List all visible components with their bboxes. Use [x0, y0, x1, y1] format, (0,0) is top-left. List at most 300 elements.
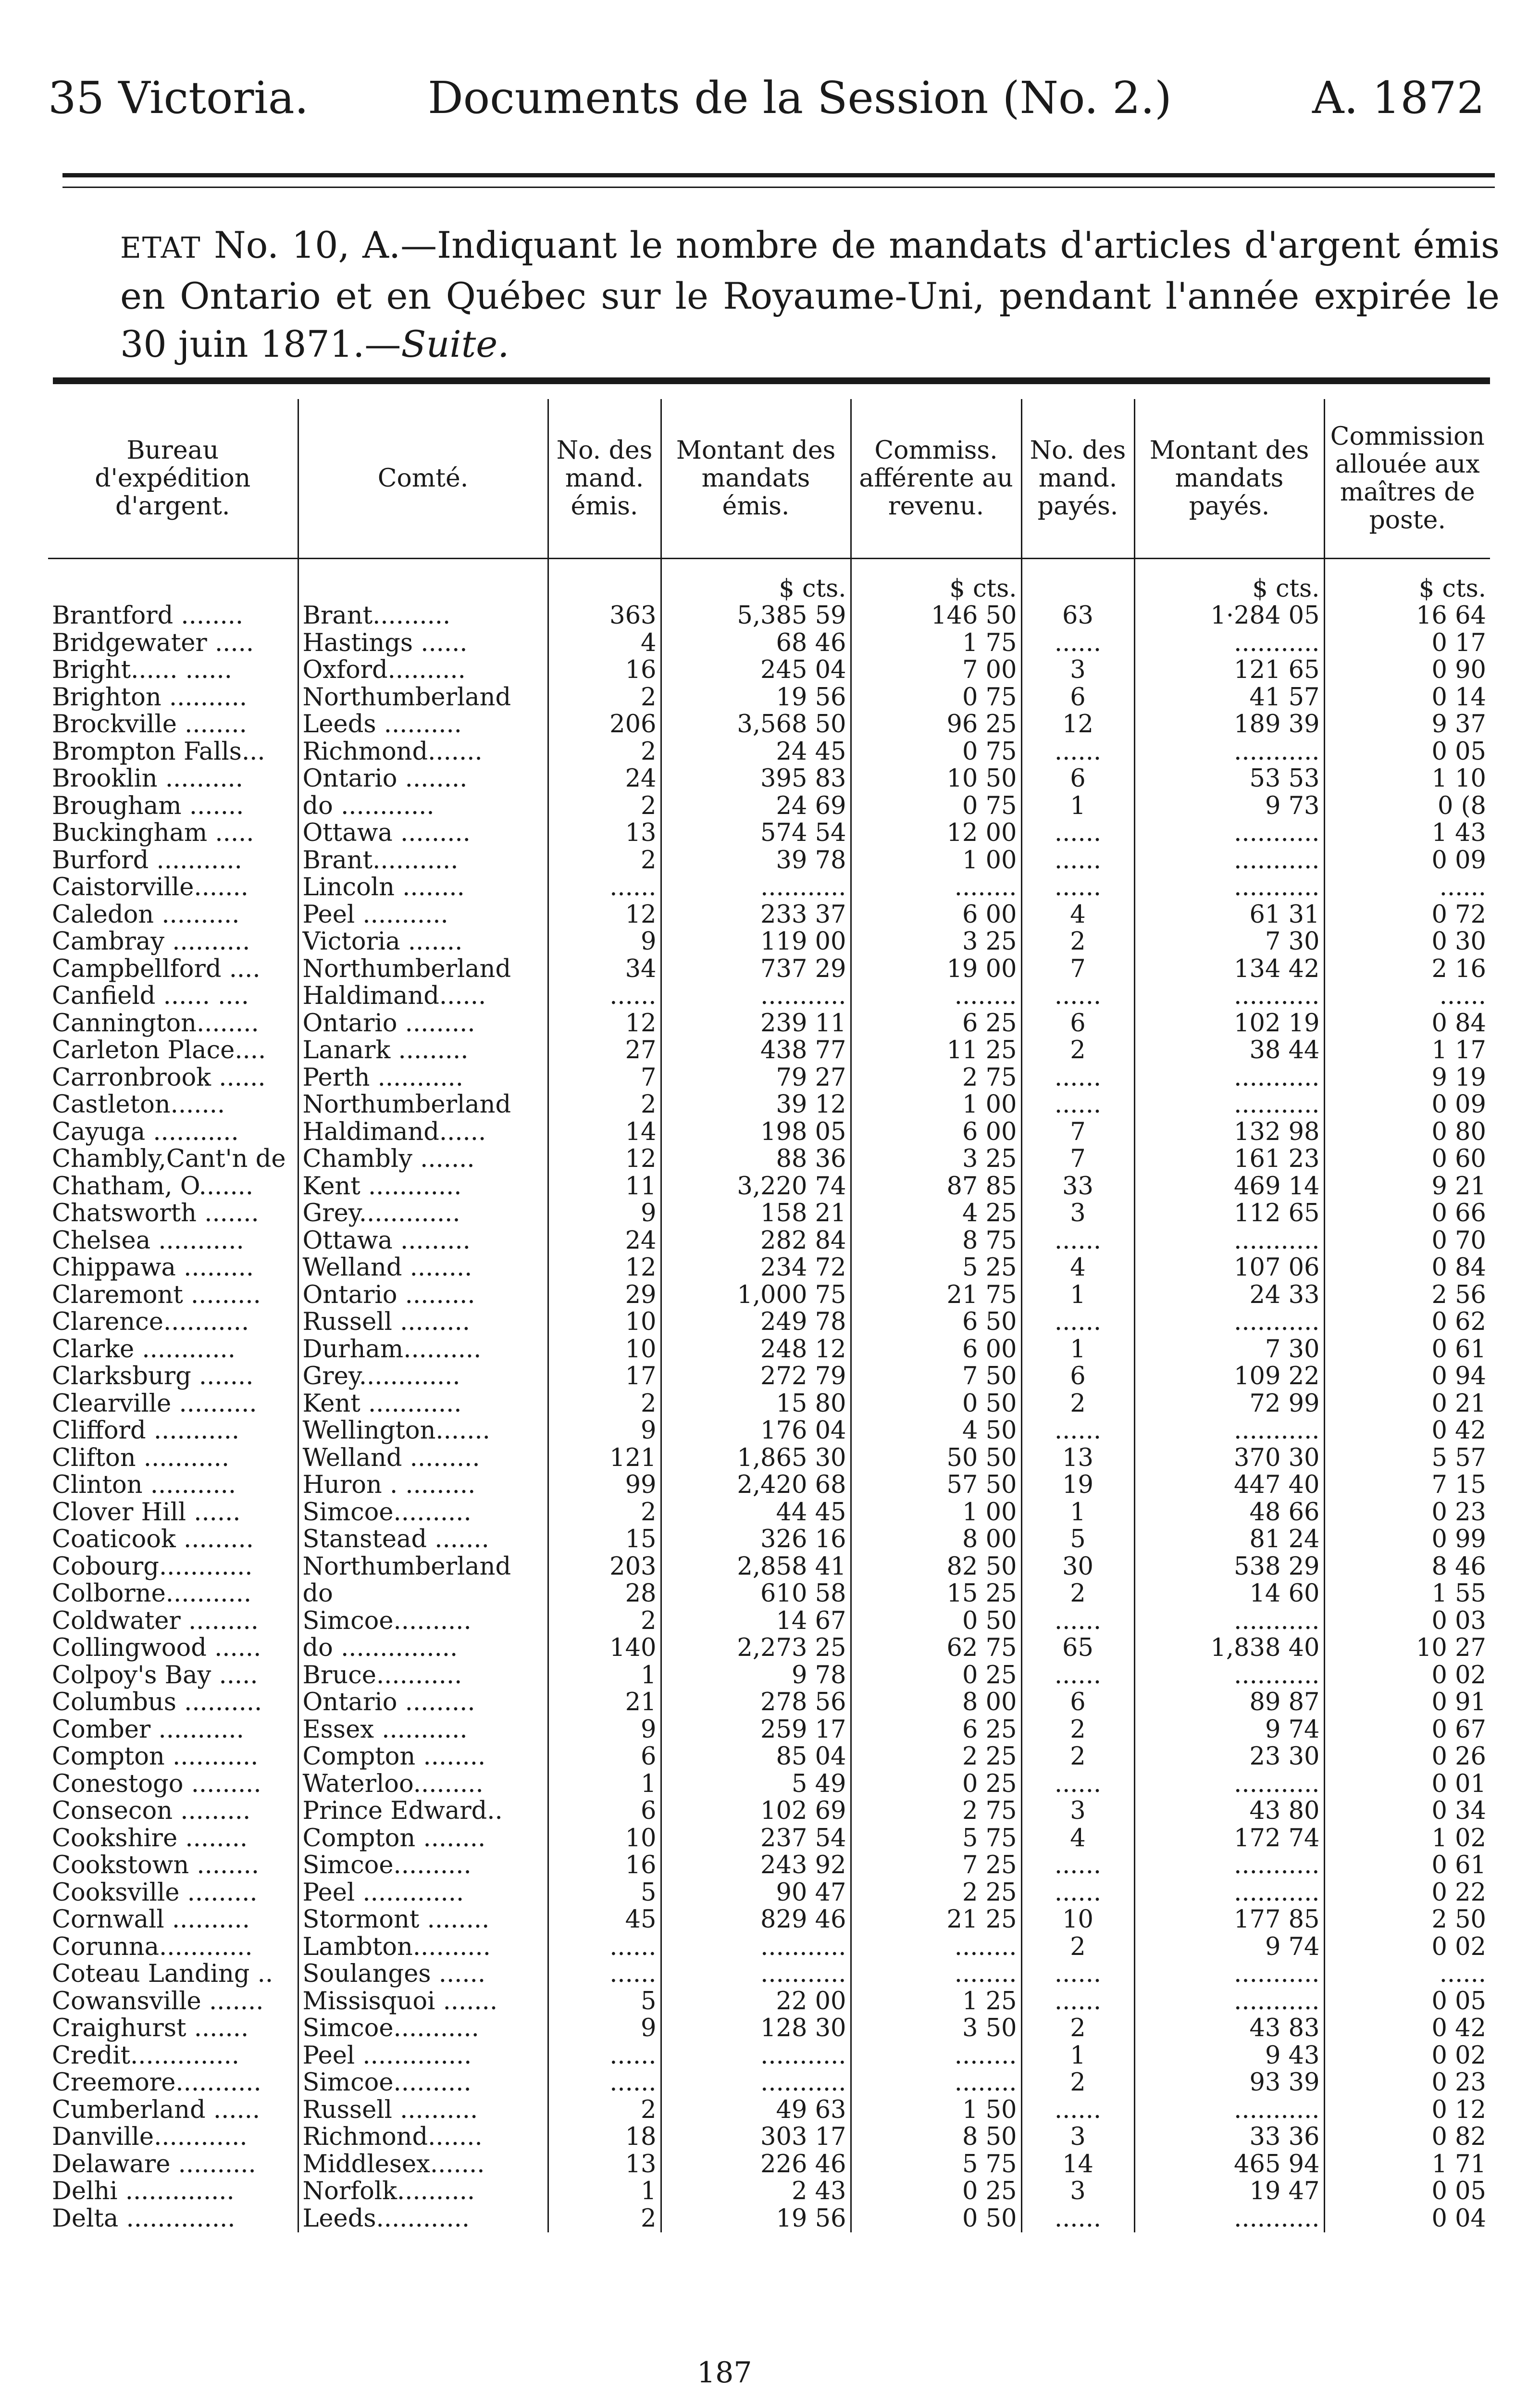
commiss-cell: 1 75: [851, 630, 1021, 657]
col-header-commission: Commission allouée aux maîtres de poste.: [1324, 399, 1490, 559]
no-payes-cell: 33: [1021, 1173, 1134, 1201]
montant-payes-cell: 112 65: [1134, 1200, 1324, 1227]
commission-cell: 2 56: [1324, 1282, 1490, 1309]
no-payes-cell: 2: [1021, 1037, 1134, 1064]
no-emis-cell: 10: [548, 1309, 661, 1336]
montant-emis-cell: 5 49: [661, 1771, 851, 1798]
units-cell: $ cts.: [661, 559, 851, 603]
commission-cell: 0 61: [1324, 1852, 1490, 1879]
montant-payes-cell: 132 98: [1134, 1119, 1324, 1146]
no-emis-cell: 203: [548, 1553, 661, 1581]
no-emis-cell: 140: [548, 1635, 661, 1662]
comte-cell: Lincoln ........: [298, 874, 548, 902]
comte-cell: Peel ...........: [298, 902, 548, 929]
montant-payes-cell: ...........: [1134, 847, 1324, 875]
bureau-cell: Cumberland ......: [52, 2096, 261, 2124]
bureau-cell: Brockville ........: [52, 711, 247, 739]
comte-cell: Leeds ..........: [298, 711, 548, 739]
col-header-commiss: Commiss. afférente au revenu.: [851, 399, 1021, 559]
table-row: [48, 1580, 1490, 1608]
no-payes-cell: 1: [1021, 793, 1134, 820]
no-emis-cell: 13: [548, 2151, 661, 2179]
commission-cell: ......: [1324, 983, 1490, 1010]
no-emis-cell: ......: [548, 1961, 661, 1988]
bureau-cell: Claremont .........: [52, 1281, 261, 1309]
montant-payes-cell: 109 22: [1134, 1363, 1324, 1390]
montant-emis-cell: 233 37: [661, 902, 851, 929]
comte-cell: Northumberland: [298, 956, 548, 983]
no-payes-cell: ......: [1021, 630, 1134, 657]
commiss-cell: 3 50: [851, 2015, 1021, 2042]
bureau-cell: Caledon ..........: [52, 901, 240, 928]
commission-cell: 0 84: [1324, 1254, 1490, 1282]
bureau-cell: Clarence...........: [52, 1309, 249, 1336]
no-payes-cell: ......: [1021, 1309, 1134, 1336]
no-payes-cell: 7: [1021, 956, 1134, 983]
table-row: [48, 1662, 1490, 1690]
montant-payes-cell: 447 40: [1134, 1472, 1324, 1499]
commission-cell: 1 43: [1324, 820, 1490, 847]
commission-cell: 1 55: [1324, 1580, 1490, 1608]
comte-cell: Richmond.......: [298, 739, 548, 766]
bureau-cell: Colborne...........: [52, 1580, 252, 1608]
montant-payes-cell: ...........: [1134, 1771, 1324, 1798]
commission-cell: 7 15: [1324, 1472, 1490, 1499]
commission-cell: 0 02: [1324, 1934, 1490, 1961]
montant-payes-cell: 107 06: [1134, 1254, 1324, 1282]
montant-emis-cell: 259 17: [661, 1716, 851, 1744]
table-row: [48, 684, 1490, 712]
table-row: [48, 1798, 1490, 1825]
commiss-cell: 1 25: [851, 1988, 1021, 2016]
bureau-cell: Clover Hill ......: [52, 1499, 241, 1526]
bureau-cell: Creemore...........: [52, 2069, 261, 2097]
montant-emis-cell: 1,000 75: [661, 1282, 851, 1309]
montant-emis-cell: 198 05: [661, 1119, 851, 1146]
montant-emis-cell: ...........: [661, 2042, 851, 2070]
no-emis-cell: ......: [548, 983, 661, 1010]
montant-emis-cell: 85 04: [661, 1743, 851, 1771]
commiss-cell: 3 25: [851, 928, 1021, 956]
commission-cell: 0 42: [1324, 2015, 1490, 2042]
no-payes-cell: ......: [1021, 2097, 1134, 2124]
comte-cell: do ...............: [298, 1635, 548, 1662]
comte-cell: Ottawa .........: [298, 820, 548, 847]
table-row: [48, 1227, 1490, 1255]
commission-cell: 1 71: [1324, 2151, 1490, 2179]
no-payes-cell: 2: [1021, 1743, 1134, 1771]
montant-payes-cell: 177 85: [1134, 1906, 1324, 1934]
bureau-cell: Castleton.......: [52, 1091, 225, 1119]
montant-payes-cell: 134 42: [1134, 956, 1324, 983]
bureau-cell: Cayuga ...........: [52, 1118, 239, 1146]
table-row: [48, 902, 1490, 929]
no-emis-cell: 206: [548, 711, 661, 739]
table-row: [48, 2069, 1490, 2097]
table-row: [48, 874, 1490, 902]
commiss-cell: 1 50: [851, 2097, 1021, 2124]
comte-cell: Prince Edward..: [298, 1798, 548, 1825]
comte-cell: Ontario .........: [298, 1010, 548, 1038]
table-row: [48, 1064, 1490, 1092]
col-header-comte: Comté.: [298, 399, 548, 559]
bureau-cell: Caistorville.......: [52, 874, 248, 902]
bureau-cell: Clifton ...........: [52, 1444, 230, 1472]
no-emis-cell: 10: [548, 1336, 661, 1364]
commiss-cell: 87 85: [851, 1173, 1021, 1201]
montant-payes-cell: 43 83: [1134, 2015, 1324, 2042]
commission-cell: 0 23: [1324, 1499, 1490, 1527]
commiss-cell: 146 50: [851, 602, 1021, 630]
bureau-cell: Canfield ...... ....: [52, 983, 249, 1010]
table-row: [48, 2205, 1490, 2233]
comte-cell: Simcoe..........: [298, 1499, 548, 1527]
no-emis-cell: 363: [548, 602, 661, 630]
units-cell: $ cts.: [1324, 559, 1490, 603]
table-row: [48, 1934, 1490, 1961]
montant-emis-cell: ...........: [661, 1961, 851, 1988]
no-emis-cell: 1: [548, 1662, 661, 1690]
montant-emis-cell: 2,858 41: [661, 1553, 851, 1581]
commission-cell: 0 14: [1324, 684, 1490, 712]
montant-payes-cell: 41 57: [1134, 684, 1324, 712]
commiss-cell: 1 00: [851, 1091, 1021, 1119]
no-payes-cell: ......: [1021, 1417, 1134, 1445]
commiss-cell: ........: [851, 2042, 1021, 2070]
comte-cell: Kent ............: [298, 1390, 548, 1418]
table-row: [48, 2015, 1490, 2042]
commission-cell: 10 27: [1324, 1635, 1490, 1662]
bureau-cell: Bright...... ......: [52, 657, 232, 684]
no-emis-cell: 7: [548, 1064, 661, 1092]
no-payes-cell: 7: [1021, 1146, 1134, 1173]
no-emis-cell: 2: [548, 684, 661, 712]
commiss-cell: 7 00: [851, 657, 1021, 684]
montant-emis-cell: 19 56: [661, 684, 851, 712]
montant-payes-cell: ...........: [1134, 1227, 1324, 1255]
caption-state: ETAT: [120, 231, 201, 265]
no-emis-cell: 1: [548, 1771, 661, 1798]
bureau-cell: Cambray ..........: [52, 928, 250, 956]
units-cell: [48, 559, 298, 603]
montant-payes-cell: ...........: [1134, 1417, 1324, 1445]
montant-emis-cell: 39 78: [661, 847, 851, 875]
commiss-cell: 50 50: [851, 1445, 1021, 1472]
commission-cell: 0 (8: [1324, 793, 1490, 820]
montant-emis-cell: 68 46: [661, 630, 851, 657]
no-payes-cell: ......: [1021, 1771, 1134, 1798]
commission-cell: 0 02: [1324, 1662, 1490, 1690]
commiss-cell: 19 00: [851, 956, 1021, 983]
no-payes-cell: 63: [1021, 602, 1134, 630]
commiss-cell: 8 50: [851, 2124, 1021, 2151]
table-row: [48, 657, 1490, 684]
commission-cell: 0 34: [1324, 1798, 1490, 1825]
comte-cell: Grey.............: [298, 1363, 548, 1390]
montant-payes-cell: ...........: [1134, 983, 1324, 1010]
table-row: [48, 928, 1490, 956]
bureau-cell: Carleton Place....: [52, 1037, 266, 1064]
commission-cell: 0 23: [1324, 2069, 1490, 2097]
montant-emis-cell: 226 46: [661, 2151, 851, 2179]
montant-emis-cell: 5,385 59: [661, 602, 851, 630]
commiss-cell: 10 50: [851, 765, 1021, 793]
no-payes-cell: ......: [1021, 820, 1134, 847]
commiss-cell: 96 25: [851, 711, 1021, 739]
commiss-cell: 11 25: [851, 1037, 1021, 1064]
commission-cell: 8 46: [1324, 1553, 1490, 1581]
table-row: [48, 1417, 1490, 1445]
table-row: [48, 847, 1490, 875]
comte-cell: Simcoe..........: [298, 2069, 548, 2097]
comte-cell: Brant...........: [298, 847, 548, 875]
montant-payes-cell: 1·284 05: [1134, 602, 1324, 630]
table-row: [48, 2097, 1490, 2124]
no-emis-cell: 24: [548, 765, 661, 793]
commission-cell: 0 80: [1324, 1119, 1490, 1146]
table-row: [48, 1363, 1490, 1390]
bureau-cell: Buckingham .....: [52, 820, 254, 847]
montant-emis-cell: 102 69: [661, 1798, 851, 1825]
montant-payes-cell: ...........: [1134, 874, 1324, 902]
no-payes-cell: 6: [1021, 1010, 1134, 1038]
montant-payes-cell: 370 30: [1134, 1445, 1324, 1472]
no-payes-cell: ......: [1021, 1961, 1134, 1988]
comte-cell: Lanark .........: [298, 1037, 548, 1064]
montant-emis-cell: 158 21: [661, 1200, 851, 1227]
bureau-cell: Clifford ...........: [52, 1417, 240, 1445]
montant-emis-cell: 24 45: [661, 739, 851, 766]
comte-cell: Peel ..............: [298, 2042, 548, 2070]
commiss-cell: 1 00: [851, 847, 1021, 875]
commission-cell: 0 90: [1324, 657, 1490, 684]
montant-payes-cell: ...........: [1134, 739, 1324, 766]
comte-cell: Russell ..........: [298, 2097, 548, 2124]
comte-cell: do ............: [298, 793, 548, 820]
montant-emis-cell: 249 78: [661, 1309, 851, 1336]
montant-emis-cell: 326 16: [661, 1526, 851, 1553]
commiss-cell: 8 00: [851, 1689, 1021, 1716]
units-cell: [548, 559, 661, 603]
montant-payes-cell: 7 30: [1134, 1336, 1324, 1364]
comte-cell: Durham..........: [298, 1336, 548, 1364]
no-payes-cell: 2: [1021, 1390, 1134, 1418]
no-payes-cell: ......: [1021, 1879, 1134, 1907]
bureau-cell: Campbellford ....: [52, 955, 261, 983]
no-payes-cell: ......: [1021, 2205, 1134, 2233]
comte-cell: Northumberland: [298, 1553, 548, 1581]
no-emis-cell: 6: [548, 1798, 661, 1825]
montant-emis-cell: ...........: [661, 874, 851, 902]
commission-cell: 16 64: [1324, 602, 1490, 630]
table-row: [48, 1200, 1490, 1227]
commiss-cell: 0 50: [851, 2205, 1021, 2233]
comte-cell: Peel .............: [298, 1879, 548, 1907]
montant-emis-cell: 237 54: [661, 1825, 851, 1853]
units-row: [48, 559, 1490, 603]
table-caption: [120, 221, 1500, 368]
no-emis-cell: 9: [548, 1200, 661, 1227]
table-row: [48, 711, 1490, 739]
bureau-cell: Coteau Landing ..: [52, 1961, 273, 1988]
commiss-cell: 7 25: [851, 1852, 1021, 1879]
no-payes-cell: 65: [1021, 1635, 1134, 1662]
montant-emis-cell: 49 63: [661, 2097, 851, 2124]
bureau-cell: Consecon .........: [52, 1798, 251, 1825]
table-row: [48, 1309, 1490, 1336]
bureau-cell: Collingwood ......: [52, 1635, 261, 1662]
montant-emis-cell: 1,865 30: [661, 1445, 851, 1472]
montant-payes-cell: 9 74: [1134, 1934, 1324, 1961]
no-payes-cell: 3: [1021, 2178, 1134, 2205]
commiss-cell: 21 25: [851, 1906, 1021, 1934]
bureau-cell: Cookshire ........: [52, 1825, 248, 1852]
table-row: [48, 2042, 1490, 2070]
comte-cell: Perth ...........: [298, 1064, 548, 1092]
montant-emis-cell: 90 47: [661, 1879, 851, 1907]
no-emis-cell: 9: [548, 1716, 661, 1744]
commission-cell: 0 05: [1324, 1988, 1490, 2016]
no-payes-cell: 1: [1021, 1499, 1134, 1527]
commiss-cell: 8 00: [851, 1526, 1021, 1553]
commission-cell: 9 19: [1324, 1064, 1490, 1092]
commission-cell: 0 99: [1324, 1526, 1490, 1553]
commiss-cell: 12 00: [851, 820, 1021, 847]
no-emis-cell: 28: [548, 1580, 661, 1608]
montant-emis-cell: 22 00: [661, 1988, 851, 2016]
comte-cell: Hastings ......: [298, 630, 548, 657]
col-header-montant-payes: Montant des mandats payés.: [1134, 399, 1324, 559]
montant-payes-cell: 48 66: [1134, 1499, 1324, 1527]
commiss-cell: 0 75: [851, 739, 1021, 766]
col-header-montant-emis: Montant des mandats émis.: [661, 399, 851, 559]
bureau-cell: Brompton Falls...: [52, 738, 265, 765]
commission-cell: 5 57: [1324, 1445, 1490, 1472]
comte-cell: Simcoe..........: [298, 1608, 548, 1635]
montant-emis-cell: 248 12: [661, 1336, 851, 1364]
header-row: [48, 399, 1490, 559]
commission-cell: 0 02: [1324, 2042, 1490, 2070]
no-emis-cell: 99: [548, 1472, 661, 1499]
montant-payes-cell: 14 60: [1134, 1580, 1324, 1608]
commission-cell: 0 70: [1324, 1227, 1490, 1255]
comte-cell: Stormont ........: [298, 1906, 548, 1934]
no-emis-cell: 2: [548, 793, 661, 820]
no-emis-cell: 1: [548, 2178, 661, 2205]
no-payes-cell: ......: [1021, 1852, 1134, 1879]
no-emis-cell: 9: [548, 2015, 661, 2042]
commiss-cell: 5 75: [851, 2151, 1021, 2179]
montant-payes-cell: 89 87: [1134, 1689, 1324, 1716]
commiss-cell: 2 75: [851, 1798, 1021, 1825]
comte-cell: Haldimand......: [298, 983, 548, 1010]
comte-cell: Haldimand......: [298, 1119, 548, 1146]
montant-emis-cell: 39 12: [661, 1091, 851, 1119]
commiss-cell: ........: [851, 874, 1021, 902]
comte-cell: Oxford..........: [298, 657, 548, 684]
no-payes-cell: 2: [1021, 2069, 1134, 2097]
table-row: [48, 1091, 1490, 1119]
montant-payes-cell: ...........: [1134, 630, 1324, 657]
no-payes-cell: 4: [1021, 902, 1134, 929]
table-row: [48, 820, 1490, 847]
no-emis-cell: 18: [548, 2124, 661, 2151]
comte-cell: Soulanges ......: [298, 1961, 548, 1988]
no-payes-cell: 5: [1021, 1526, 1134, 1553]
no-emis-cell: ......: [548, 1934, 661, 1961]
commiss-cell: 15 25: [851, 1580, 1021, 1608]
montant-emis-cell: ...........: [661, 2069, 851, 2097]
montant-emis-cell: 282 84: [661, 1227, 851, 1255]
bureau-cell: Clinton ...........: [52, 1472, 236, 1499]
no-payes-cell: 3: [1021, 1200, 1134, 1227]
montant-payes-cell: ...........: [1134, 1961, 1324, 1988]
commission-cell: 0 42: [1324, 1417, 1490, 1445]
commission-cell: 0 72: [1324, 902, 1490, 929]
no-emis-cell: ......: [548, 2042, 661, 2070]
no-payes-cell: 3: [1021, 2124, 1134, 2151]
header-title: Documents de la Session (No. 2.): [428, 72, 1172, 124]
no-emis-cell: 14: [548, 1119, 661, 1146]
commission-cell: 0 05: [1324, 2178, 1490, 2205]
no-payes-cell: 19: [1021, 1472, 1134, 1499]
no-payes-cell: ......: [1021, 1227, 1134, 1255]
no-emis-cell: 34: [548, 956, 661, 983]
commiss-cell: ........: [851, 983, 1021, 1010]
montant-emis-cell: 119 00: [661, 928, 851, 956]
comte-cell: Northumberland: [298, 684, 548, 712]
commiss-cell: 8 75: [851, 1227, 1021, 1255]
table-row: [48, 983, 1490, 1010]
no-emis-cell: 2: [548, 2097, 661, 2124]
no-payes-cell: ......: [1021, 874, 1134, 902]
commiss-cell: 82 50: [851, 1553, 1021, 1581]
no-payes-cell: 7: [1021, 1119, 1134, 1146]
bureau-cell: Cookstown ........: [52, 1852, 260, 1879]
montant-payes-cell: 9 43: [1134, 2042, 1324, 2070]
montant-payes-cell: ...........: [1134, 2097, 1324, 2124]
no-payes-cell: 13: [1021, 1445, 1134, 1472]
no-payes-cell: 3: [1021, 657, 1134, 684]
commiss-cell: 2 25: [851, 1743, 1021, 1771]
commission-cell: 9 37: [1324, 711, 1490, 739]
caption-text: No. 10, A.—Indiquant le nombre de mandats d'articles d'argent émis en Ontario et en Québec sur le Royaume-Uni, pendant l'année expirée le 30 juin 1871.—: [120, 224, 1500, 365]
montant-payes-cell: 38 44: [1134, 1037, 1324, 1064]
units-cell: $ cts.: [1134, 559, 1324, 603]
table-row: [48, 2151, 1490, 2179]
commiss-cell: 0 25: [851, 1662, 1021, 1690]
montant-payes-cell: ...........: [1134, 1662, 1324, 1690]
comte-cell: Stanstead .......: [298, 1526, 548, 1553]
montant-payes-cell: ...........: [1134, 1064, 1324, 1092]
montant-payes-cell: 7 30: [1134, 928, 1324, 956]
no-emis-cell: 12: [548, 1010, 661, 1038]
bureau-cell: Cannington........: [52, 1010, 259, 1037]
montant-payes-cell: 172 74: [1134, 1825, 1324, 1853]
commiss-cell: 5 25: [851, 1254, 1021, 1282]
commission-cell: 0 91: [1324, 1689, 1490, 1716]
bureau-cell: Corunna............: [52, 1933, 253, 1961]
table-row: [48, 1472, 1490, 1499]
no-emis-cell: 21: [548, 1689, 661, 1716]
no-payes-cell: ......: [1021, 739, 1134, 766]
comte-cell: Ontario .........: [298, 1689, 548, 1716]
table-row: [48, 1336, 1490, 1364]
no-emis-cell: 2: [548, 1390, 661, 1418]
montant-payes-cell: 23 30: [1134, 1743, 1324, 1771]
commission-cell: 1 17: [1324, 1037, 1490, 1064]
commiss-cell: 4 50: [851, 1417, 1021, 1445]
